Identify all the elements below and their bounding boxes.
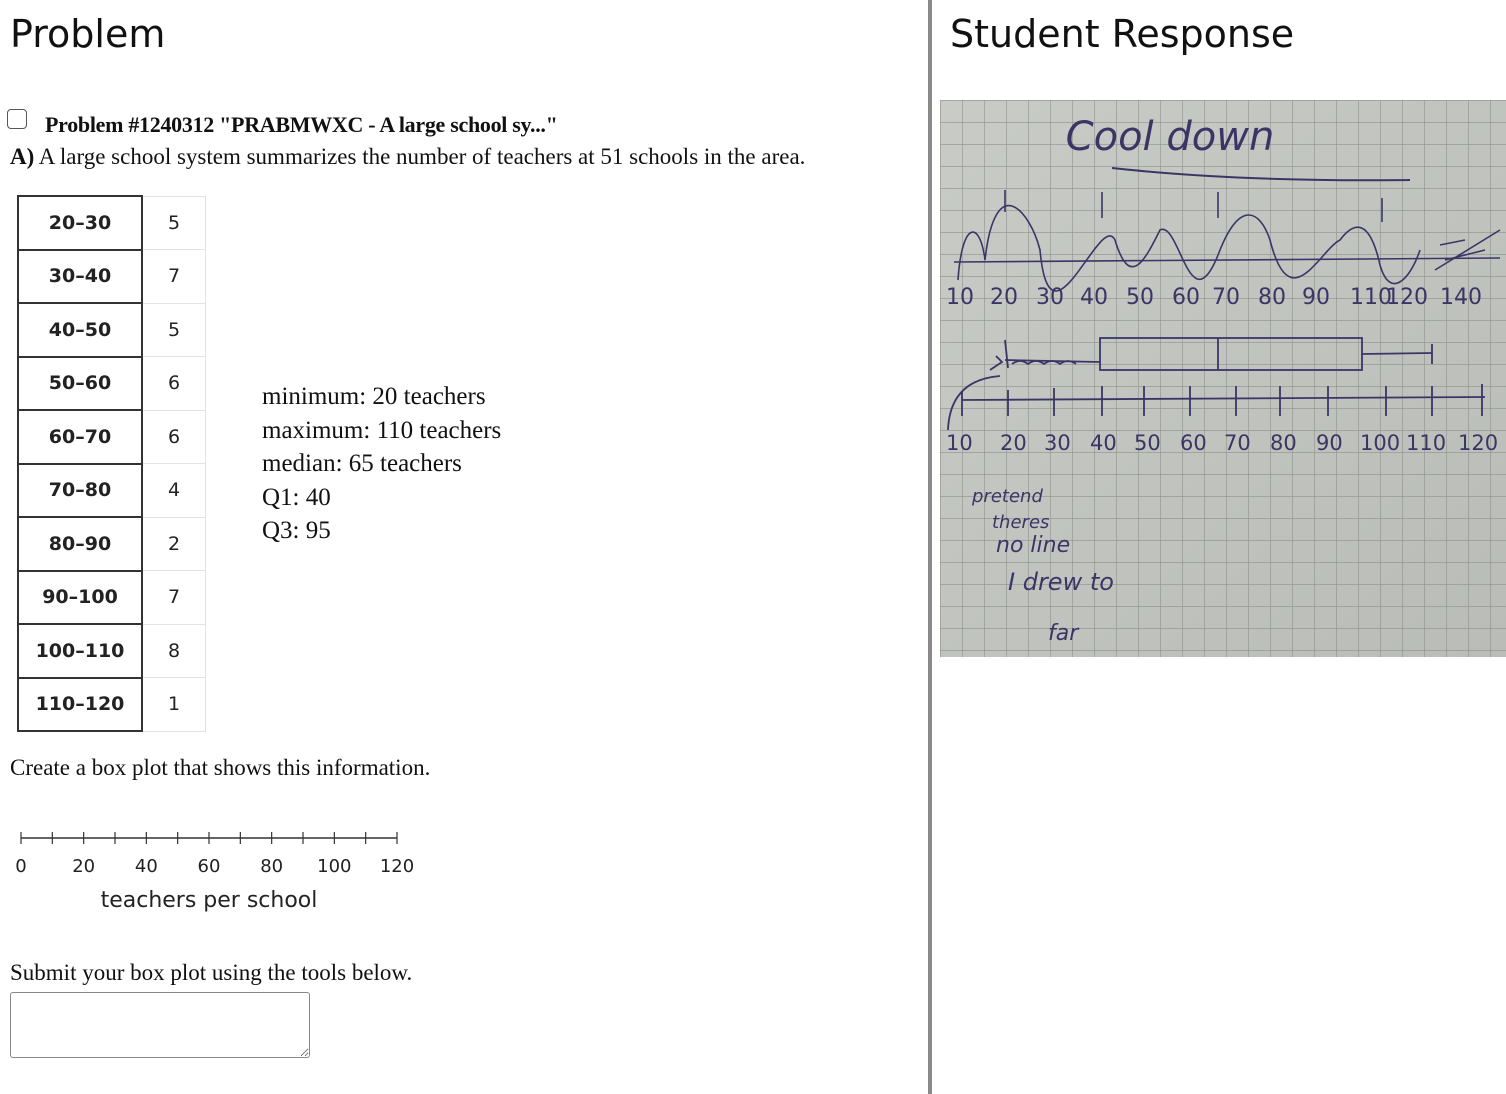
frequency-range: 60–70 — [18, 410, 142, 464]
number-line-tick-label: 60 — [197, 856, 221, 877]
bottom-axis-label: 60 — [1180, 431, 1207, 455]
frequency-count: 6 — [142, 410, 206, 464]
summary-q1: Q1: 40 — [262, 483, 331, 511]
student-response-photo — [940, 100, 1506, 657]
number-line-tick-label: 40 — [134, 856, 158, 877]
number-line — [0, 820, 460, 920]
summary-statistics — [262, 380, 501, 548]
frequency-range: 30–40 — [18, 250, 142, 304]
number-line-tick-label: 20 — [72, 856, 96, 877]
note-line: no line — [996, 533, 1071, 558]
bottom-axis-label: 90 — [1316, 431, 1343, 455]
top-axis-label: 60 — [1172, 285, 1200, 310]
number-line-label: teachers per school — [100, 888, 318, 913]
frequency-row — [18, 678, 206, 732]
top-axis-label: 30 — [1036, 285, 1064, 310]
bottom-axis-label: 80 — [1270, 431, 1297, 455]
top-axis-label: 90 — [1302, 285, 1330, 310]
frequency-count: 7 — [142, 571, 206, 625]
top-axis-label: 20 — [990, 285, 1018, 310]
top-axis-label: 80 — [1258, 285, 1286, 310]
student-response-panel — [932, 0, 1506, 1094]
top-axis-label: 110 — [1350, 285, 1392, 310]
frequency-count: 5 — [142, 196, 206, 250]
top-axis-label: 50 — [1126, 285, 1154, 310]
summary-maximum: maximum: 110 teachers — [262, 416, 502, 444]
bottom-axis-label: 40 — [1090, 431, 1117, 455]
number-line-tick-label: 120 — [379, 856, 415, 877]
bottom-axis-label: 10 — [946, 431, 973, 455]
problem-text: A large school system summarizes the number of teachers at 51 schools in the area. — [38, 144, 806, 169]
top-axis-label: 10 — [946, 285, 974, 310]
bottom-axis-label: 30 — [1044, 431, 1071, 455]
note-line: far — [1048, 621, 1079, 646]
handwritten-title: Cool down — [1065, 114, 1275, 160]
frequency-count: 4 — [142, 464, 206, 518]
number-line-tick-label: 100 — [317, 856, 352, 877]
frequency-row — [18, 250, 206, 304]
frequency-table — [17, 195, 206, 732]
problem-checkbox[interactable] — [7, 109, 27, 129]
problem-statement — [10, 144, 805, 170]
summary-median: median: 65 teachers — [262, 450, 462, 478]
problem-heading: Problem — [10, 12, 166, 56]
answer-input[interactable] — [10, 992, 310, 1058]
box-plot-instruction: Create a box plot that shows this information. — [10, 755, 431, 780]
frequency-row — [18, 196, 206, 250]
frequency-count: 2 — [142, 517, 206, 571]
bottom-axis-label: 70 — [1224, 431, 1251, 455]
part-label: A) — [10, 144, 35, 169]
summary-minimum: minimum: 20 teachers — [262, 383, 486, 410]
bottom-axis-label: 20 — [1000, 431, 1027, 455]
bottom-axis-label: 50 — [1134, 431, 1161, 455]
frequency-count: 8 — [142, 624, 206, 678]
frequency-range: 50–60 — [18, 357, 142, 411]
frequency-range: 110–120 — [18, 678, 142, 732]
top-axis-label: 70 — [1212, 285, 1240, 310]
bottom-axis-label: 120 — [1458, 431, 1499, 455]
bottom-axis-label: 100 — [1360, 431, 1401, 455]
frequency-row — [18, 464, 206, 518]
summary-q3: Q3: 95 — [262, 517, 331, 545]
frequency-count: 1 — [142, 678, 206, 732]
frequency-count: 6 — [142, 357, 206, 411]
frequency-row — [18, 410, 206, 464]
frequency-row — [18, 303, 206, 357]
frequency-range: 40–50 — [18, 303, 142, 357]
frequency-range: 80–90 — [18, 517, 142, 571]
number-line-tick-label: 80 — [260, 856, 284, 877]
frequency-range: 20–30 — [18, 196, 142, 250]
note-line: pretend — [972, 486, 1043, 507]
problem-title: Problem #1240312 "PRABMWXC - A large school sy..." — [45, 112, 558, 137]
frequency-range: 70–80 — [18, 464, 142, 518]
frequency-row — [18, 571, 206, 625]
number-line-tick-label: 0 — [15, 856, 27, 877]
student-response-heading: Student Response — [950, 12, 1295, 56]
frequency-range: 100–110 — [18, 624, 142, 678]
frequency-count: 5 — [142, 303, 206, 357]
note-line: theres — [992, 512, 1050, 533]
frequency-row — [18, 517, 206, 571]
top-axis-label: 140 — [1440, 285, 1482, 310]
frequency-row — [18, 357, 206, 411]
submit-instruction: Submit your box plot using the tools below. — [10, 960, 413, 985]
frequency-range: 90–100 — [18, 571, 142, 625]
top-axis-label: 40 — [1080, 285, 1108, 310]
note-line: I drew to — [1008, 568, 1114, 596]
bottom-axis-label: 110 — [1406, 431, 1447, 455]
top-axis-label: 120 — [1386, 285, 1428, 310]
frequency-row — [18, 624, 206, 678]
frequency-count: 7 — [142, 250, 206, 304]
